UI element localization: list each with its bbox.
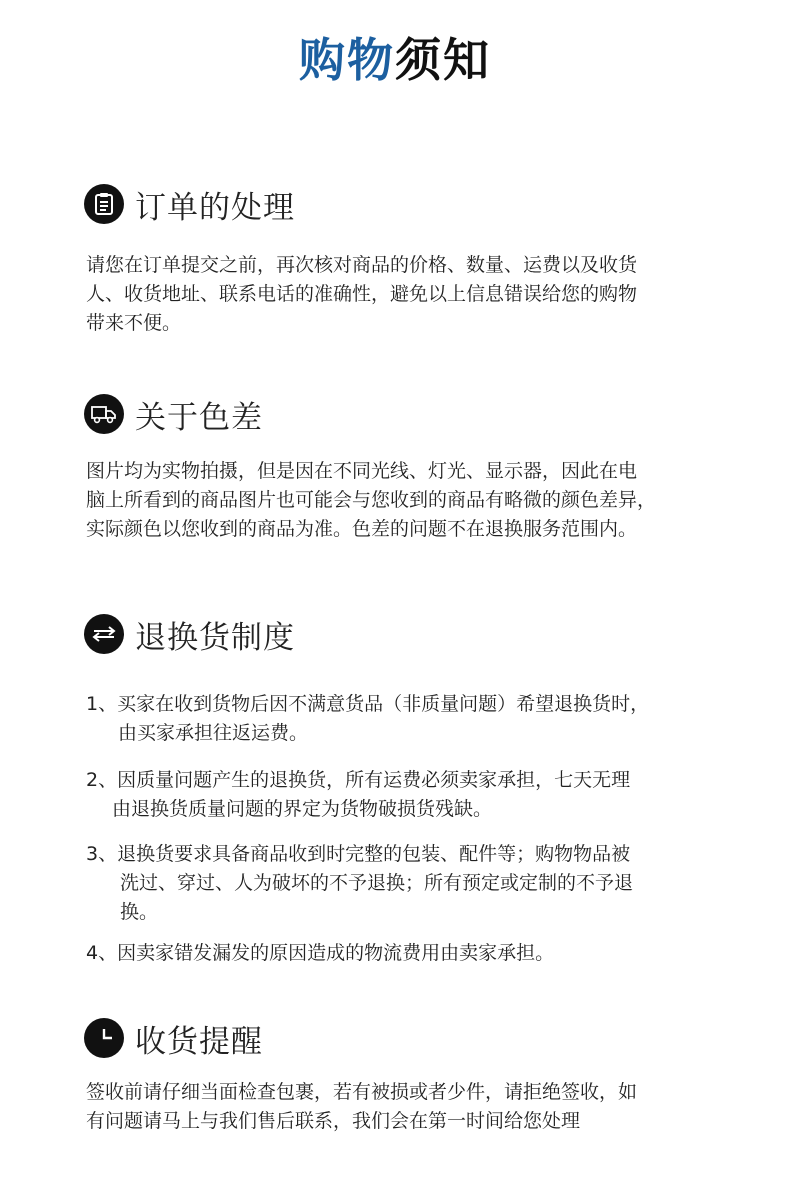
paragraph-line: 带来不便。: [86, 312, 182, 334]
rule-line: 3、退换货要求具备商品收到时完整的包装、配件等；购物物品被: [86, 843, 631, 865]
section-title: 退换货制度: [135, 619, 295, 656]
rule-line: 洗过、穿过、人为破坏的不予退换；所有预定或定制的不予退: [120, 872, 634, 894]
section-title: 收货提醒: [135, 1023, 263, 1060]
truck-icon: [84, 394, 124, 434]
rule-line: 1、买家在收到货物后因不满意货品（非质量问题）希望退换货时，: [86, 693, 650, 715]
paragraph-line: 有问题请马上与我们售后联系，我们会在第一时间给您处理: [86, 1110, 581, 1132]
title-part-blue: 购物: [299, 33, 395, 87]
clipboard-icon: [84, 184, 124, 224]
rule-line: 换。: [120, 901, 159, 923]
section-receipt-heading: [84, 1016, 263, 1060]
rule-line: 2、因质量问题产生的退换货，所有运费必须卖家承担，七天无理: [86, 769, 631, 791]
title-part-black: 须知: [395, 33, 491, 87]
paragraph-line: 实际颜色以您收到的商品为准。色差的问题不在退换服务范围内。: [86, 518, 638, 540]
return-rule-4: [86, 939, 726, 968]
paragraph-line: 签收前请仔细当面检查包裹，若有被损或者少件，请拒绝签收，如: [86, 1081, 638, 1103]
section-color-body: [86, 457, 726, 544]
section-return-heading: [84, 612, 295, 656]
return-rule-3: [86, 840, 726, 927]
paragraph-line: 脑上所看到的商品图片也可能会与您收到的商品有略微的颜色差异，: [86, 489, 657, 511]
section-title: 关于色差: [135, 399, 263, 436]
section-receipt-body: [86, 1078, 726, 1136]
section-title: 订单的处理: [135, 189, 295, 226]
section-color-heading: [84, 392, 263, 436]
paragraph-line: 请您在订单提交之前，再次核对商品的价格、数量、运费以及收货: [86, 254, 638, 276]
section-order-body: [86, 251, 726, 338]
section-order-heading: [84, 182, 295, 226]
page-title: [0, 30, 790, 90]
paragraph-line: 人、收货地址、联系电话的准确性，避免以上信息错误给您的购物: [86, 283, 638, 305]
exchange-arrows-icon: [84, 614, 124, 654]
rule-line: 由买家承担往返运费。: [118, 722, 309, 744]
paragraph-line: 图片均为实物拍摄，但是因在不同光线、灯光、显示器，因此在电: [86, 460, 638, 482]
return-rule-2: [86, 766, 726, 824]
return-rule-1: [86, 690, 726, 748]
rule-line: 由退换货质量问题的界定为货物破损货残缺。: [112, 798, 493, 820]
rule-line: 4、因卖家错发漏发的原因造成的物流费用由卖家承担。: [86, 942, 555, 964]
clock-icon: [84, 1018, 124, 1058]
